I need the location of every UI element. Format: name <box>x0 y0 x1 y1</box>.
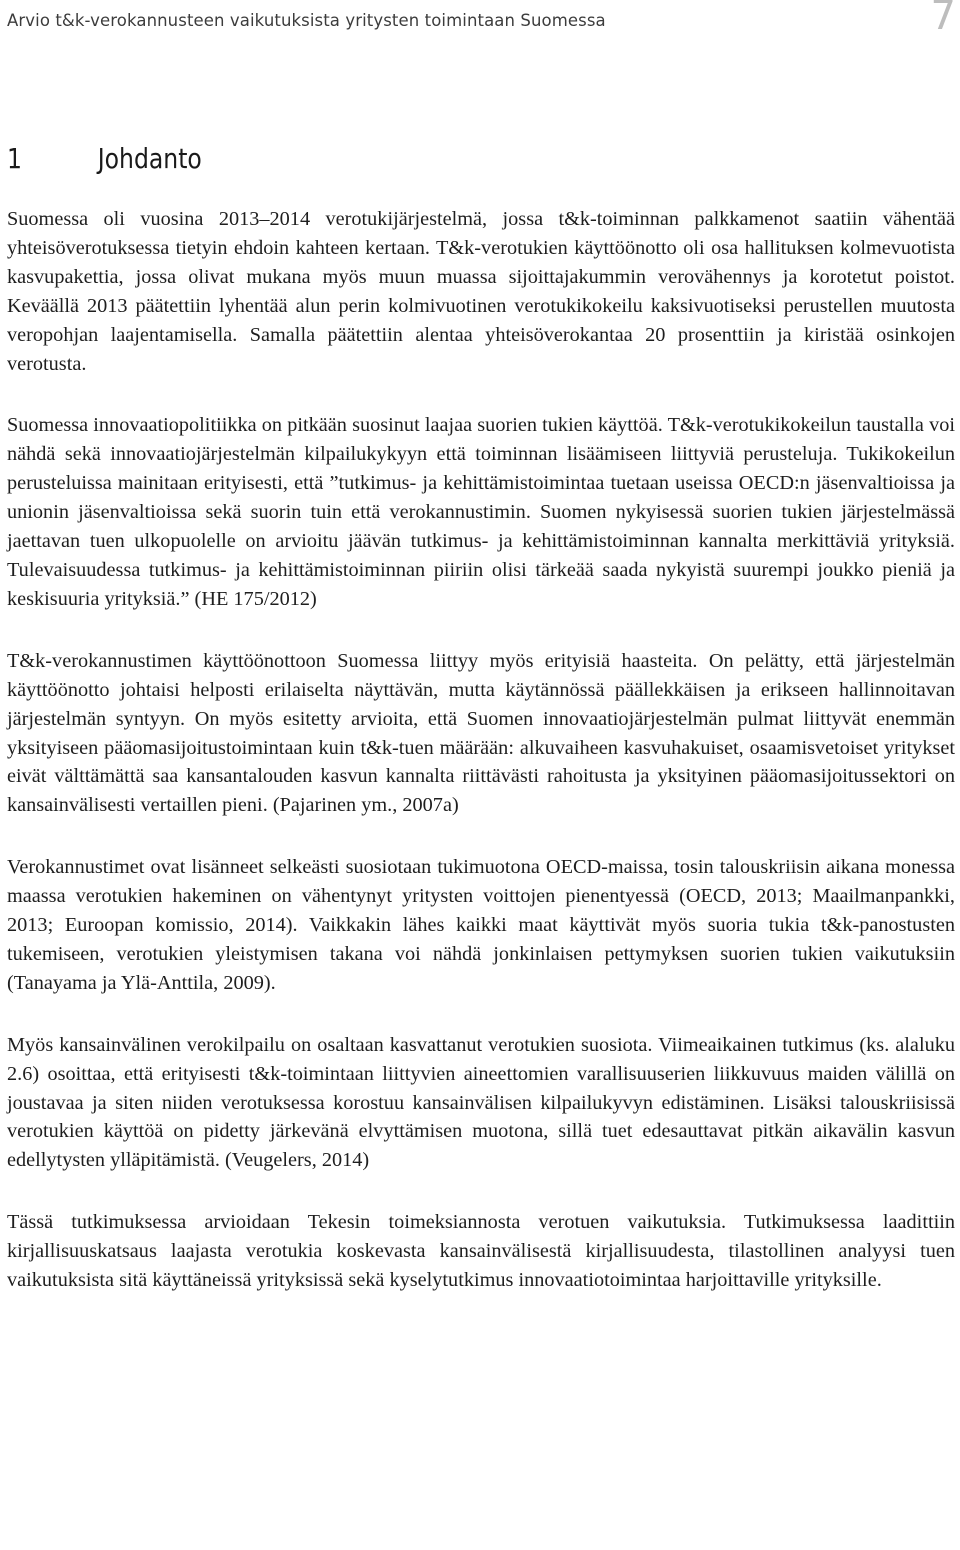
body-text <box>7 205 955 1328</box>
paragraph: T&k-verokannustimen käyttöönottoon Suomessa liittyy myös erityisiä haasteita. On pelätty, että järjestelmän käyttöönotto johtaisi helposti erilaiselta näyttävän, mutta käytännössä päällekkäisen ja erikseen hallinnoitavan järjestelmän syntyyn. On myös esitetty arvioita, että Suomen innovaatiojärjestelmän pulmat liittyvät enemmän yksityiseen pääomasijoitustoimintaan kuin t&k-tuen määrään: alkuvaiheen kasvuhakuiset, osaamisvetoiset yritykset eivät välttämättä saa kansantalouden kasvun kannalta riittävästi rahoitusta ja yksityinen pääomasijoitussektori on kansainvälisesti vertaillen pieni. (Pajarinen ym., 2007a) <box>7 649 955 817</box>
chapter-number: 1 <box>7 142 22 175</box>
running-header: Arvio t&k-verokannusteen vaikutuksista yritysten toimintaan Suomessa <box>7 11 606 30</box>
chapter-heading <box>7 142 202 175</box>
paragraph: Myös kansainvälinen verokilpailu on osaltaan kasvattanut verotukien suosiota. Viimeaikainen tutkimus (ks. alaluku 2.6) osoittaa, että erityisesti t&k-toimintaan liittyvien aineettomien varallisuuserien liikkuvuus maiden välillä on joustavaa ja siten niiden verotuksessa korostuu kansainvälisen kilpailukyvyn edistäminen. Lisäksi talouskriisissä verotukien käyttöä on pidetty järkevänä elvyttämisen muotona, sillä tuet edesauttavat pitkän aikavälin kasvun edellytysten ylläpitämistä. (Veugelers, 2014) <box>7 1033 955 1172</box>
paragraph: Tässä tutkimuksessa arvioidaan Tekesin toimeksiannosta verotuen vaikutuksia. Tutkimuksessa laadittiin kirjallisuuskatsaus laajasta verotukia koskevasta kansainvälisestä kirjallisuudesta, tilastollinen analyysi tuen vaikutuksista sitä käyttäneissä yrityksissä sekä kyselytutkimus innovaatiotoimintaa harjoittaville yrityksille. <box>7 1211 955 1292</box>
paragraph: Verokannustimet ovat lisänneet selkeästi suosiotaan tukimuotona OECD-maissa, tosin talouskriisin aikana monessa maassa verotukien hakeminen on vähentynyt yritysten voittojen pienentyessä (OECD, 2013; Maailmanpankki, 2013; Euroopan komissio, 2014). Vaikkakin lähes kaikki maat käyttivät myös suoria tukia t&k-panostusten tukemiseen, verotukien yleistymisen takana voi nähdä jonkinlaisen pettymyksen suorien tukien vaikutuksiin (Tanayama ja Ylä-Anttila, 2009). <box>7 856 955 994</box>
paragraph: Suomessa innovaatiopolitiikka on pitkään suosinut laajaa suorien tukien käyttöä. T&k-verotukikokeilun taustalla voi nähdä sekä innovaatiojärjestelmän kilpailukykyyn että toiminnan lisäämiseen liittyviä perusteluja. Tukikokeilun perusteluissa mainitaan erityisesti, että ”tutkimus- ja kehittämistoimintaa tuetaan useissa OECD:n jäsenvaltioissa ja unionin jäsenvaltioissa sekä suorin tuin että verokannustimin. Suomen nykyisessä suorien tukien järjestelmässä jaettavan tuen ulkopuolelle on arvioitu jäävän tutkimus- ja kehittämistoiminnan kannalta merkittäviä yrityksiä. Tulevaisuudessa tutkimus- ja kehittämistoiminnan piiriin olisi tärkeää saada nykyistä suurempi joukko pieniä ja keskisuuria yrityksiä.” (HE 175/2012) <box>7 414 955 610</box>
page-number: 7 <box>930 0 956 39</box>
paragraph: Suomessa oli vuosina 2013–2014 verotukijärjestelmä, jossa t&k-toiminnan palkkamenot saatiin vähentää yhteisöverotuksessa tietyin ehdoin kahteen kertaan. T&k-verotukien käyttöönotto oli osa hallituksen kolmevuotista kasvupakettia, jossa olivat mukana myös muun muassa sijoittajakummin verovähennys ja korotetut poistot. Keväällä 2013 päätettiin lyhentää alun perin kolmivuotinen verotukikokeilu kaksivuotiseksi perustellen muutosta veropohjan laajentamisella. Samalla päätettiin alentaa yhteisöverokantaa 20 prosenttiin ja kiristää osinkojen verotusta. <box>7 208 955 375</box>
chapter-title: Johdanto <box>97 142 202 175</box>
